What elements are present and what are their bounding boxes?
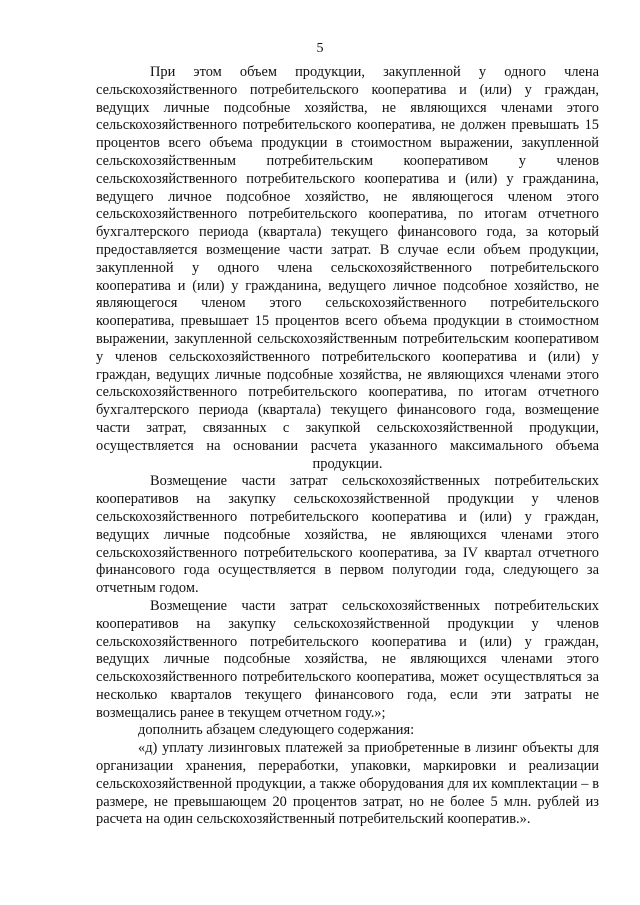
document-body (96, 64, 599, 829)
paragraph-multi-quarter-reimbursement: Возмещение части затрат сельскохозяйственных потребительских кооперативов на закупку сельскохозяйственной продукции у членов сельскохозяйственного потребительского кооператива и (или) у граждан, ведущих личные подсобные хозяйства, не являющихся членами этого сельскохозяйственного потребительского кооператива, может осуществляться за несколько кварталов текущего финансового года, если эти затраты не возмещались ранее в текущем отчетном году.»; (96, 597, 599, 721)
paragraph-purchase-volume-limit: При этом объем продукции, закупленной у одного члена сельскохозяйственного потребительского кооператива и (или) у граждан, ведущих личные подсобные хозяйства, не являющихся членами этого сельскохозяйственного потребительского кооператива, не должен превышать 15 процентов всего объема продукции в стоимостном выражении, закупленной сельскохозяйственным потребительским кооперативом у членов сельскохозяйственного потребительского кооператива и (или) у гражданина, ведущего личное подсобное хозяйство, не являющегося членом этого сельскохозяйственного потребительского кооператива, по итогам отчетного бухгалтерского периода (квартала) текущего финансового года, за который предоставляется возмещение части затрат. В случае если объем продукции, закупленной у одного члена сельскохозяйственного потребительского кооператива и (или) у гражданина, ведущего личное подсобное хозяйство, не являющегося членом этого сельскохозяйственного потребительского кооператива, превышает 15 процентов всего объема продукции в стоимостном выражении, закупленной сельскохозяйственным потребительским кооперативом у членов сельскохозяйственного потребительского кооператива и (или) у граждан, ведущих личные подсобные хозяйства, не являющихся членами этого сельскохозяйственного потребительского кооператива, по итогам отчетного бухгалтерского периода (квартала) текущего финансового года, возмещение части затрат, связанных с закупкой сельскохозяйственной продукции, осуществляется на основании расчета указанного максимального объема продукции. (96, 64, 599, 472)
paragraph-fourth-quarter-reimbursement: Возмещение части затрат сельскохозяйственных потребительских кооперативов на закупку сельскохозяйственной продукции у членов сельскохозяйственного потребительского кооператива и (или) у граждан, ведущих личные подсобные хозяйства, не являющихся членами этого сельскохозяйственного потребительского кооператива, за IV квартал отчетного финансового года осуществляется в первом полугодии года, следующего за отчетным годом. (96, 473, 599, 597)
paragraph-amendment-intro: дополнить абзацем следующего содержания: (138, 722, 415, 739)
paragraph-leasing-payments: «д) уплату лизинговых платежей за приобретенные в лизинг объекты для организации хранения, переработки, упаковки, маркировки и реализации сельскохозяйственной продукции, а также оборудования для их комплектации – в размере, не превышающем 20 процентов затрат, но не более 5 млн. рублей из расчета на один сельскохозяйственный потребительский кооператив.». (96, 740, 599, 828)
page-number: 5 (316, 41, 324, 56)
